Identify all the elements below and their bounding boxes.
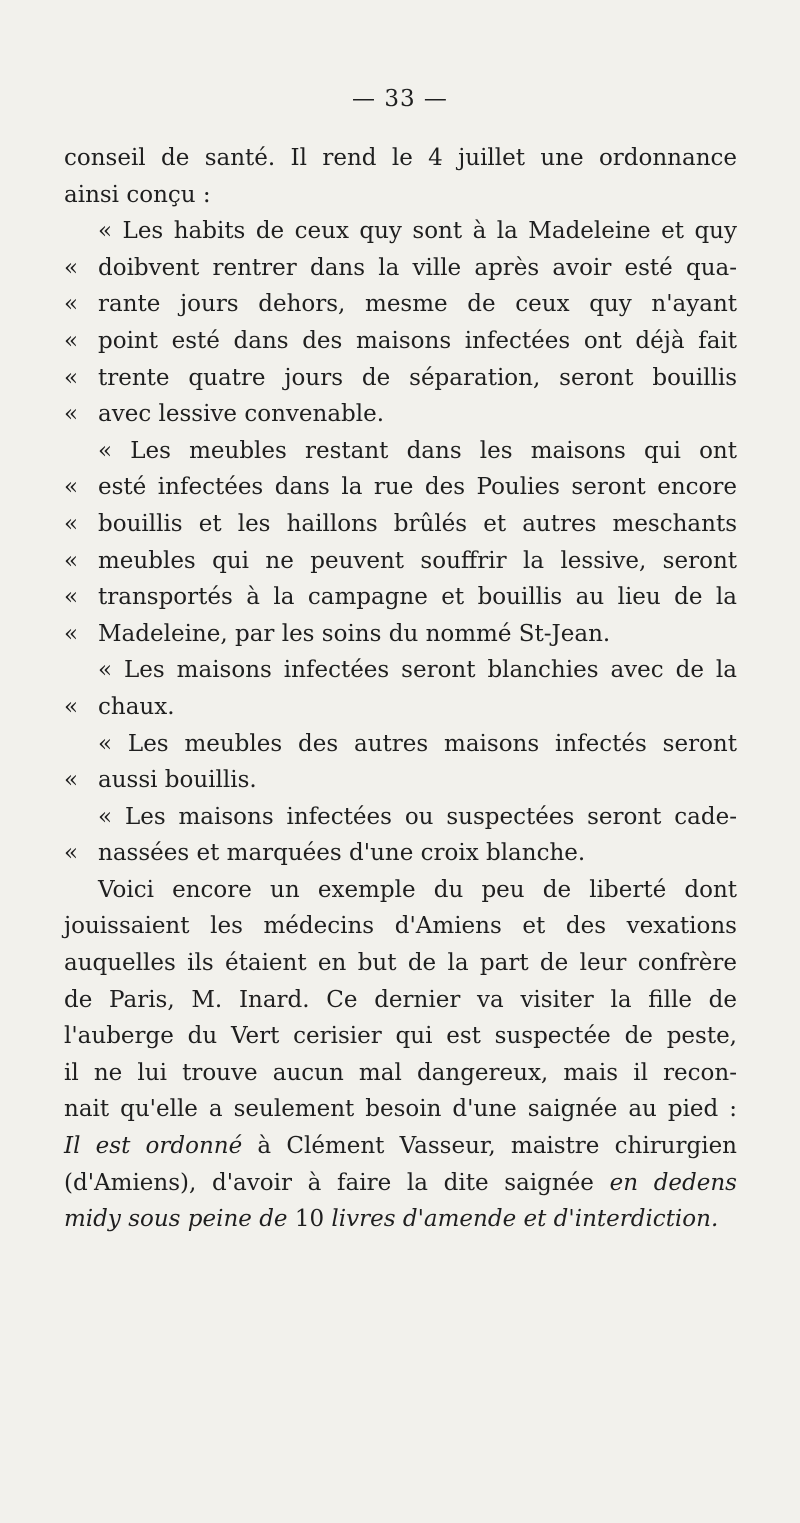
text-line [0, 799, 800, 836]
line-text: Voici encore un exemple du peu de liberté dont [98, 876, 737, 903]
italic-segment: midy sous peine de [64, 1206, 295, 1233]
quote-mark: « [64, 474, 79, 501]
text-line [0, 726, 800, 763]
line-text: « Les meubles des autres maisons infectés seront [98, 730, 737, 757]
italic-segment: Il est ordonné [64, 1133, 243, 1160]
text-line [0, 1018, 800, 1055]
text-line [0, 506, 800, 543]
text-line [0, 762, 800, 799]
body-text [0, 140, 800, 1238]
text-line [0, 1091, 800, 1128]
text-line [0, 360, 800, 397]
text-line [0, 1128, 800, 1165]
text-line [0, 250, 800, 287]
line-text: « Les meubles restant dans les maisons qui ont [98, 437, 737, 464]
quote-mark: « [64, 547, 79, 574]
text-line [0, 616, 800, 653]
text-line [0, 1055, 800, 1092]
quote-mark: « [64, 620, 79, 647]
quote-mark: « [64, 767, 79, 794]
text-line [0, 1165, 800, 1202]
line-text: nassées et marquées d'une croix blanche. [98, 840, 586, 867]
line-text: il ne lui trouve aucun mal dangereux, mais il recon- [64, 1059, 737, 1086]
text-segment: à Clément Vasseur, maistre chirurgien [242, 1133, 737, 1160]
line-text: conseil de santé. Il rend le 4 juillet une ordonnance [64, 145, 737, 171]
text-line [0, 323, 800, 360]
text-line [0, 286, 800, 323]
line-text: point esté dans des maisons infectées ont déjà fait [98, 327, 737, 354]
line-text: nait qu'elle a seulement besoin d'une saignée au pied : [64, 1096, 737, 1123]
text-line [0, 872, 800, 909]
line-text: « Les maisons infectées ou suspectées seront cade- [98, 803, 737, 830]
line-text: auquelles ils étaient en but de la part de leur confrère [64, 950, 737, 977]
quote-mark: « [64, 291, 79, 318]
text-line [0, 177, 800, 214]
text-line [0, 140, 800, 177]
line-text: avec lessive convenable. [98, 401, 385, 428]
line-text: l'auberge du Vert cerisier qui est suspectée de peste, [64, 1023, 737, 1050]
quote-mark: « [64, 254, 79, 281]
italic-segment: en dedens [609, 1169, 737, 1196]
line-text: meubles qui ne peuvent souffrir la lessive, seront [98, 547, 737, 574]
quote-mark: « [64, 364, 79, 391]
line-text: chaux. [98, 693, 175, 720]
text-line [0, 835, 800, 872]
quote-mark: « [64, 401, 79, 428]
quote-mark: « [64, 510, 79, 537]
quote-mark: « [64, 840, 79, 867]
quote-mark: « [64, 693, 79, 720]
text-line [0, 433, 800, 470]
line-text: aussi bouillis. [98, 767, 257, 794]
quote-mark: « [64, 327, 79, 354]
text-line [0, 652, 800, 689]
text-segment: 10 [294, 1206, 325, 1233]
line-text: transportés à la campagne et bouillis au lieu de la [98, 584, 737, 611]
line-text: ainsi conçu : [64, 181, 211, 208]
text-line [0, 1201, 800, 1238]
line-text: bouillis et les haillons brûlés et autres meschants [98, 510, 737, 537]
line-text [64, 1201, 737, 1238]
italic-segment: livres d'amende et d'interdiction. [324, 1206, 719, 1233]
text-line [0, 469, 800, 506]
line-text: jouissaient les médecins d'Amiens et des vexations [64, 913, 737, 940]
text-line [0, 543, 800, 580]
text-segment: (d'Amiens), d'avoir à faire la dite saignée [64, 1169, 610, 1196]
text-line [0, 945, 800, 982]
line-text [64, 1128, 737, 1165]
page-number: — 33 — [352, 86, 448, 112]
quote-mark: « [64, 584, 79, 611]
line-text: Madeleine, par les soins du nommé St-Jean. [98, 620, 611, 647]
line-text: de Paris, M. Inard. Ce dernier va visiter la fille de [64, 986, 737, 1013]
line-text: doibvent rentrer dans la ville après avoir esté qua- [98, 254, 737, 281]
text-line [0, 908, 800, 945]
text-line [0, 213, 800, 250]
line-text: trente quatre jours de séparation, seront bouillis [98, 364, 737, 391]
text-line [0, 396, 800, 433]
text-line [0, 579, 800, 616]
line-text: « Les maisons infectées seront blanchies avec de la [98, 657, 737, 684]
text-line [0, 982, 800, 1019]
line-text: esté infectées dans la rue des Poulies seront encore [98, 474, 737, 501]
line-text: « Les habits de ceux quy sont à la Madeleine et quy [98, 218, 737, 245]
line-text: rante jours dehors, mesme de ceux quy n'ayant [98, 291, 737, 318]
text-line [0, 689, 800, 726]
line-text [64, 1165, 737, 1202]
